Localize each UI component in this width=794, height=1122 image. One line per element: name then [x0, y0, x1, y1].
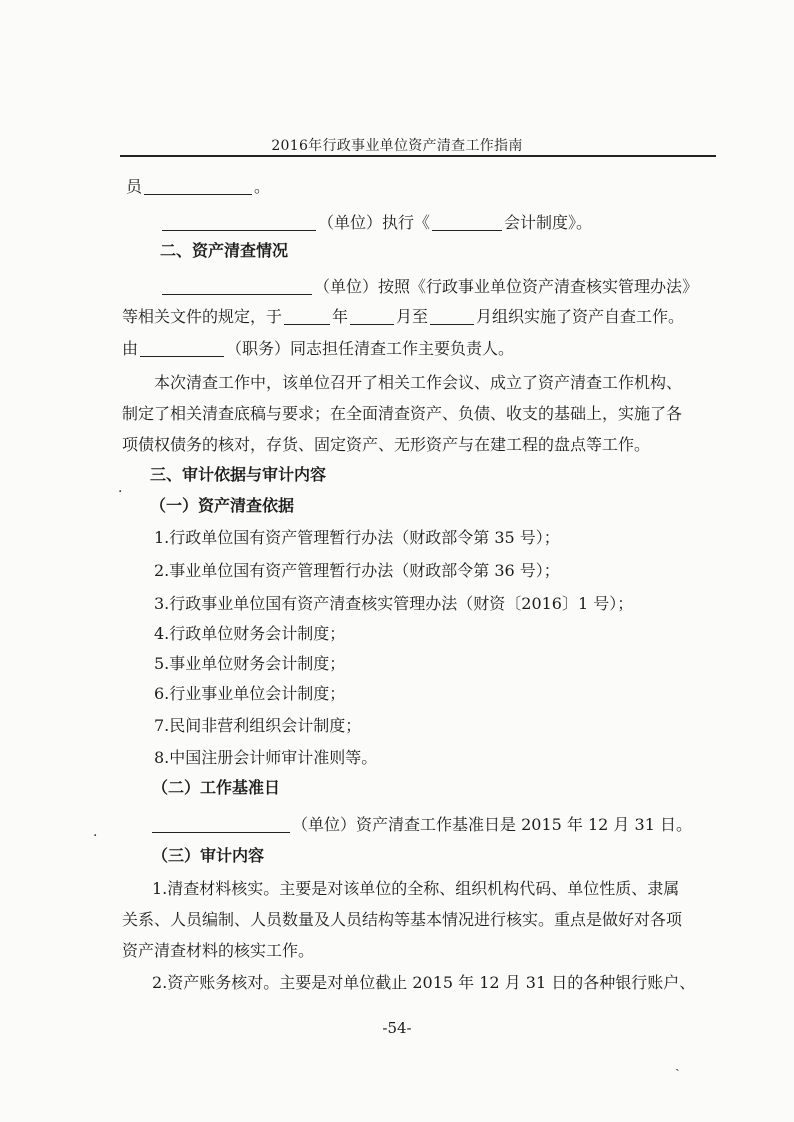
line-date-range: 等相关文件的规定，于 年 月至 月组织实施了资产自查工作。: [122, 307, 685, 326]
blank-field: [350, 309, 394, 325]
page-number: -54-: [382, 1019, 412, 1037]
blank-field: [140, 341, 224, 357]
basis-item: 5.事业单位财务会计制度；: [154, 654, 346, 673]
blank-field: [152, 817, 290, 833]
basis-item: 1.行政单位国有资产管理暂行办法（财政部令第 35 号）；: [154, 528, 560, 547]
line-responsible: 由 （职务）同志担任清查工作主要负责人。: [122, 339, 515, 358]
blank-field: [144, 179, 252, 195]
paragraph-line: 项债权债务的核对，存货、固定资产、无形资产与在建工程的盘点等工作。: [122, 435, 651, 454]
header-rule: [120, 155, 716, 157]
subheading-content: （三）审计内容: [152, 846, 265, 865]
paragraph-line: 关系、人员编制、人员数量及人员结构等基本情况进行核实。重点是做好对各项: [122, 910, 683, 929]
blank-field: [432, 215, 502, 231]
scan-speck: ·: [118, 484, 123, 500]
basis-item: 4.行政单位财务会计制度；: [154, 624, 346, 643]
blank-field: [162, 215, 316, 231]
paragraph-line: 制定了相关清查底稿与要求；在全面清查资产、负债、收支的基础上，实施了各: [122, 404, 683, 423]
running-header: 2016年行政事业单位资产清查工作指南: [271, 138, 523, 154]
scan-speck: ·: [93, 828, 98, 844]
subheading-basis: （一）资产清查依据: [150, 496, 295, 515]
paragraph-line: 1.清查材料核实。主要是对该单位的全称、组织机构代码、单位性质、隶属: [152, 879, 680, 898]
basis-item: 6.行业事业单位会计制度；: [154, 684, 346, 703]
basis-item: 8.中国注册会计师审计准则等。: [154, 748, 378, 767]
line-accounting-system: （单位）执行《 会计制度》。: [160, 213, 592, 233]
heading-2: 二、资产清查情况: [160, 241, 289, 260]
blank-field: [284, 309, 330, 325]
basis-item: 2.事业单位国有资产管理暂行办法（财政部令第 36 号）；: [154, 561, 560, 580]
basis-item: 3.行政事业单位国有资产清查核实管理办法（财资〔2016〕1 号）；: [154, 594, 634, 613]
basis-item: 7.民间非营利组织会计制度；: [154, 716, 362, 735]
subheading-base-date: （二）工作基准日: [152, 778, 281, 797]
line-base-date: （单位）资产清查工作基准日是 2015 年 12 月 31 日。: [150, 815, 692, 835]
line-unit-according: （单位）按照《行政事业单位资产清查核实管理办法》: [160, 277, 698, 297]
scan-speck: ˏ: [675, 1056, 680, 1072]
heading-3: 三、审计依据与审计内容: [150, 465, 327, 484]
blank-field: [430, 309, 474, 325]
paragraph-line: 2.资产账务核对。主要是对单位截止 2015 年 12 月 31 日的各种银行账户、: [152, 973, 696, 992]
paragraph-line: 本次清查工作中，该单位召开了相关工作会议、成立了资产清查工作机构、: [154, 373, 683, 392]
paragraph-line: 资产清查材料的核实工作。: [122, 941, 315, 960]
line-staff: 员 。: [126, 177, 271, 196]
blank-field: [162, 279, 312, 295]
